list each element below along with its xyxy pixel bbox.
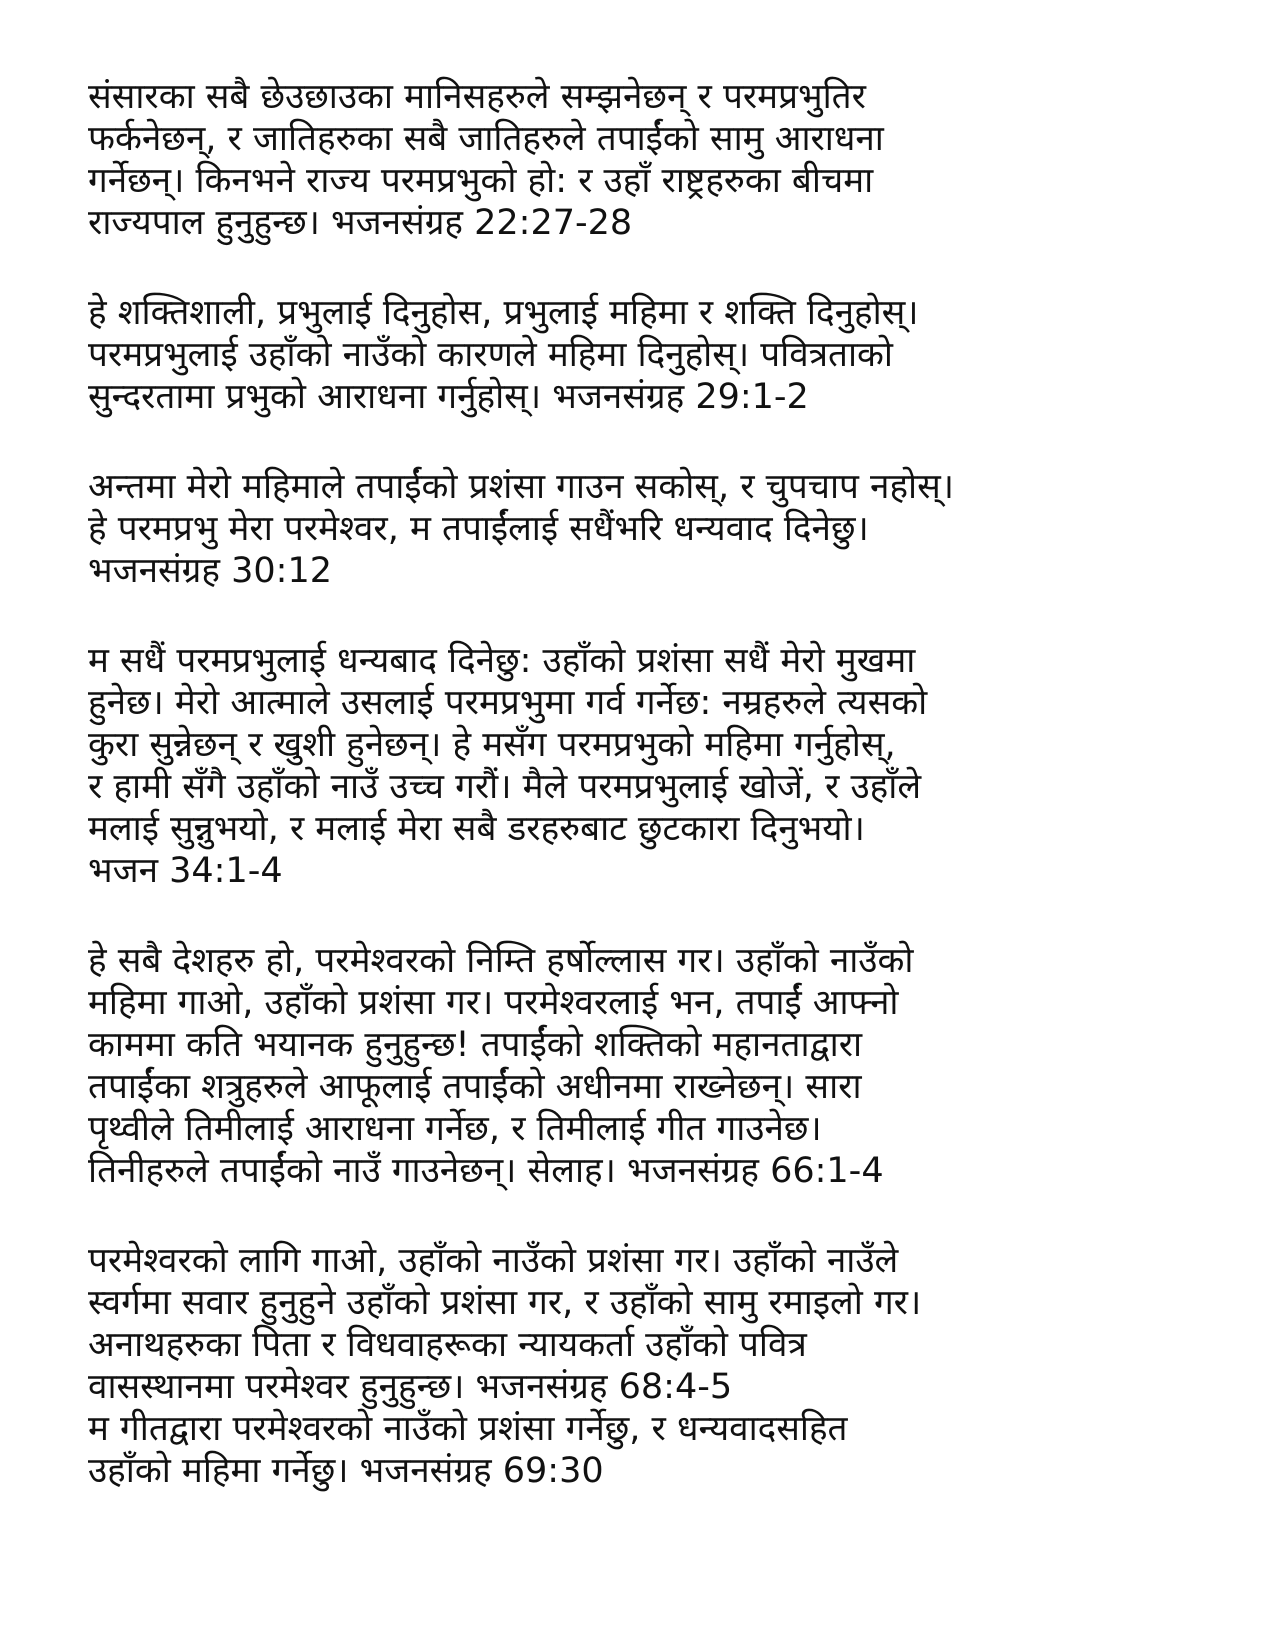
text-line: हे शक्तिशाली, प्रभुलाई दिनुहोस, प्रभुलाई महिमा र शक्ति दिनुहोस्। [88,293,919,333]
text-line: हुनेछ। मेरो आत्माले उसलाई परमप्रभुमा गर्व गर्नेछ: नम्रहरुले त्यसको [88,683,928,723]
passage-psalm-68-69 [88,1240,1238,1492]
text-line: मलाई सुन्नुभयो, र मलाई मेरा सबै डरहरुबाट छुटकारा दिनुभयो। [88,809,865,849]
text-line: हे परमप्रभु मेरा परमेश्‍वर, म तपाईंलाई सधैंभरि धन्यवाद दिनेछु। [88,509,869,549]
text-line: संसारका सबै छेउछाउका मानिसहरुले सम्झनेछन् र परमप्रभुतिर [88,77,866,117]
text-line: महिमा गाओ, उहाँको प्रशंसा गर। परमेश्वरलाई भन, तपाईं आफ्नो [88,983,899,1023]
text-line: तपाईंका शत्रुहरुले आफूलाई तपाईंको अधीनमा राख्नेछन्। सारा [88,1067,862,1107]
text-line: अन्तमा मेरो महिमाले तपाईंको प्रशंसा गाउन सकोस्, र चुपचाप नहोस्। [88,467,955,507]
text-line: स्वर्गमा सवार हुनुहुने उहाँको प्रशंसा गर, र उहाँको सामु रमाइलो गर। [88,1283,922,1323]
text-line: म गीतद्वारा परमेश्वरको नाउँको प्रशंसा गर्नेछु, र धन्यवादसहित [88,1409,848,1449]
text-line: राज्यपाल हुनुहुन्छ। भजनसंग्रह 22:27-28 [88,203,633,243]
passage-psalm-22 [88,76,1238,244]
passage-psalm-34 [88,640,1238,892]
text-line: र हामी सँगै उहाँको नाउँ उच्च गरौं। मैले परमप्रभुलाई खोजें, र उहाँले [88,767,922,807]
text-line: अनाथहरुका पिता र विधवाहरूका न्यायकर्ता उहाँको पवित्र [88,1325,807,1365]
text-line: गर्नेछन्। किनभने राज्य परमप्रभुको हो: र उहाँ राष्ट्रहरुका बीचमा [88,161,874,201]
text-line: वासस्थानमा परमेश्वर हुनुहुन्छ। भजनसंग्रह 68:4-5 [88,1367,733,1407]
text-line: कुरा सुन्नेछन् र खुशी हुनेछन्। हे मसँग परमप्रभुको महिमा गर्नुहोस्, [88,725,896,765]
text-line: म सधैं परमप्रभुलाई धन्यबाद दिनेछु: उहाँको प्रशंसा सधैं मेरो मुखमा [88,641,916,681]
text-line: तिनीहरुले तपाईंको नाउँ गाउनेछन्। सेलाह। भजनसंग्रह 66:1-4 [88,1151,884,1191]
text-line: सुन्दरतामा प्रभुको आराधना गर्नुहोस्। भजनसंग्रह 29:1-2 [88,377,809,417]
text-line: पृथ्वीले तिमीलाई आराधना गर्नेछ, र तिमीलाई गीत गाउनेछ। [88,1109,822,1149]
text-line: उहाँको महिमा गर्नेछु। भजनसंग्रह 69:30 [88,1451,604,1491]
text-line: काममा कति भयानक हुनुहुन्छ! तपाईंको शक्तिको महानताद्वारा [88,1025,863,1065]
passage-psalm-29 [88,292,1238,418]
text-line: फर्कनेछन्, र जातिहरुका सबै जातिहरुले तपाईंको सामु आराधना [88,119,884,159]
passage-psalm-30 [88,466,1238,592]
text-line: परमप्रभुलाई उहाँको नाउँको कारणले महिमा दिनुहोस्। पवित्रताको [88,335,893,375]
document-page [88,76,1238,1492]
passage-psalm-66 [88,940,1238,1192]
text-line: हे सबै देशहरु हो, परमेश्‍वरको निम्ति हर्षोल्लास गर। उहाँको नाउँको [88,941,914,981]
text-line: भजन 34:1-4 [88,851,283,891]
text-line: भजनसंग्रह 30:12 [88,551,332,591]
text-line: परमेश्वरको लागि गाओ, उहाँको नाउँको प्रशंसा गर। उहाँको नाउँले [88,1241,899,1281]
